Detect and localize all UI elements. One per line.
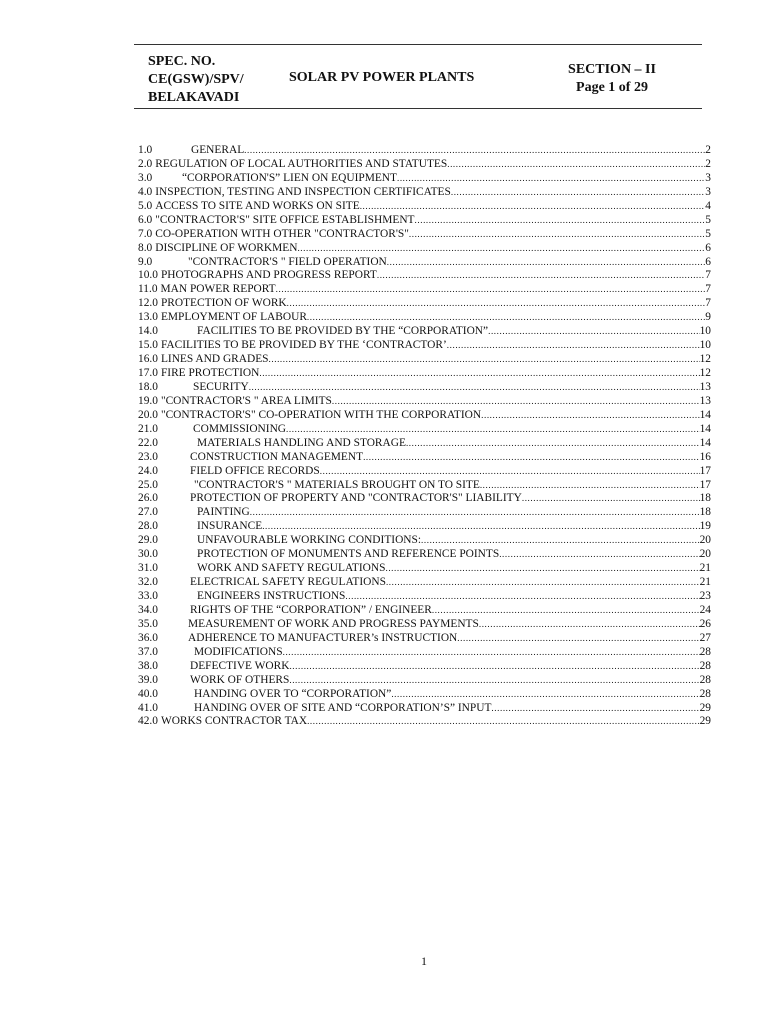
toc-entry-page: 14 bbox=[699, 408, 711, 421]
toc-entry[interactable] bbox=[138, 158, 711, 172]
toc-entry-page: 28 bbox=[699, 673, 711, 686]
toc-entry-title: WORK OF OTHERS bbox=[190, 673, 290, 686]
toc-entry-title: DISCIPLINE OF WORKMEN bbox=[155, 241, 298, 254]
toc-entry-number: 33.0 bbox=[138, 590, 158, 602]
toc-entry-leader bbox=[249, 381, 700, 395]
toc-entry-leader bbox=[522, 492, 700, 506]
toc-entry-number: 29.0 bbox=[138, 534, 158, 547]
toc-entry-page: 7 bbox=[705, 269, 711, 282]
toc-entry-leader bbox=[250, 506, 700, 520]
toc-entry-page: 12 bbox=[699, 353, 711, 366]
toc-entry-page: 27 bbox=[699, 631, 711, 644]
toc-entry-leader bbox=[287, 297, 706, 311]
toc-entry-title: ELECTRICAL SAFETY REGULATIONS bbox=[190, 576, 386, 589]
toc-entry-page: 13 bbox=[699, 394, 711, 407]
toc-entry-number: 22.0 bbox=[138, 436, 158, 449]
toc-entry-title: FIRE PROTECTION bbox=[160, 367, 260, 379]
toc-entry-title: MATERIALS HANDLING AND STORAGE bbox=[197, 436, 406, 449]
toc-entry-title: DEFECTIVE WORK bbox=[190, 659, 290, 672]
toc-entry[interactable] bbox=[138, 534, 711, 548]
toc-entry-number: 19.0 bbox=[138, 394, 158, 407]
toc-entry-page: 20 bbox=[699, 548, 711, 561]
toc-entry-page: 2 bbox=[705, 157, 711, 170]
toc-entry-leader bbox=[360, 200, 706, 214]
toc-entry-page: 3 bbox=[705, 171, 711, 184]
toc-entry-title: “CORPORATION'S” LIEN ON EQUIPMENT bbox=[182, 171, 397, 184]
toc-entry-title: CONSTRUCTION MANAGEMENT bbox=[190, 450, 364, 463]
toc-entry-number: 23.0 bbox=[138, 450, 158, 463]
toc-entry-leader bbox=[320, 465, 700, 479]
toc-entry[interactable] bbox=[138, 604, 711, 618]
toc-entry-page: 19 bbox=[699, 520, 711, 533]
toc-entry[interactable] bbox=[138, 283, 711, 297]
toc-entry[interactable] bbox=[138, 186, 711, 200]
toc-entry-number: 42.0 bbox=[138, 715, 158, 728]
toc-entry-number: 21.0 bbox=[138, 422, 158, 435]
toc-entry[interactable] bbox=[138, 506, 711, 520]
toc-entry-title: HANDING OVER OF SITE AND “CORPORATION’S” INPUT bbox=[194, 701, 492, 714]
header-bottom-rule bbox=[134, 108, 702, 109]
toc-entry-leader bbox=[391, 688, 699, 702]
toc-entry-leader bbox=[447, 339, 700, 353]
toc-entry-number: 37.0 bbox=[138, 645, 158, 658]
toc-entry-page: 18 bbox=[699, 492, 711, 505]
toc-entry-page: 9 bbox=[705, 311, 711, 324]
toc-entry-number: 17.0 bbox=[138, 367, 158, 379]
toc-entry-leader bbox=[397, 172, 705, 186]
toc-entry-page: 24 bbox=[699, 603, 711, 616]
toc-entry[interactable] bbox=[138, 479, 711, 493]
section-label: SECTION – II bbox=[568, 62, 656, 77]
section-info bbox=[560, 61, 664, 97]
toc-entry-leader bbox=[409, 228, 705, 242]
toc-entry[interactable] bbox=[138, 590, 711, 604]
toc-entry-leader bbox=[259, 367, 699, 381]
toc-entry-leader bbox=[345, 590, 699, 604]
table-of-contents bbox=[138, 144, 711, 729]
toc-entry-title: PROTECTION OF WORK bbox=[160, 297, 287, 310]
toc-entry[interactable] bbox=[138, 465, 711, 479]
header-top-rule bbox=[134, 44, 702, 45]
toc-entry[interactable] bbox=[138, 423, 711, 437]
toc-entry-page: 17 bbox=[699, 464, 711, 477]
toc-entry[interactable] bbox=[138, 339, 711, 353]
toc-entry-leader bbox=[499, 548, 699, 562]
toc-entry-page: 26 bbox=[699, 617, 711, 630]
toc-entry-title: FIELD OFFICE RECORDS bbox=[190, 464, 320, 477]
toc-entry-leader bbox=[286, 423, 700, 437]
toc-entry-title: ADHERENCE TO MANUFACTURER’s INSTRUCTION bbox=[188, 631, 458, 644]
toc-entry-title: FACILITIES TO BE PROVIDED BY THE ‘CONTRACTOR’ bbox=[160, 339, 447, 352]
toc-entry-page: 18 bbox=[699, 506, 711, 519]
toc-entry-number: 7.0 bbox=[138, 227, 153, 240]
toc-entry-number: 13.0 bbox=[138, 311, 158, 324]
toc-entry-leader bbox=[307, 311, 705, 325]
toc-entry-title: COMMISSIONING bbox=[193, 422, 287, 435]
toc-entry[interactable] bbox=[138, 409, 711, 423]
toc-entry-title: REGULATION OF LOCAL AUTHORITIES AND STATUTES bbox=[155, 157, 448, 170]
toc-entry-title: SECURITY bbox=[193, 380, 249, 393]
toc-entry-page: 17 bbox=[699, 478, 711, 491]
toc-entry-page: 6 bbox=[705, 241, 711, 254]
toc-entry-number: 27.0 bbox=[138, 506, 158, 519]
toc-entry-number: 31.0 bbox=[138, 562, 158, 575]
toc-entry-page: 7 bbox=[705, 297, 711, 310]
toc-entry[interactable] bbox=[138, 214, 711, 228]
toc-entry-title: "CONTRACTOR'S " MATERIALS BROUGHT ON TO SITE bbox=[194, 478, 480, 491]
toc-entry-page: 28 bbox=[699, 659, 711, 672]
toc-entry-number: 25.0 bbox=[138, 478, 158, 491]
toc-entry-page: 21 bbox=[699, 576, 711, 589]
toc-entry-title: GENERAL bbox=[191, 144, 245, 156]
spec-line: CE(GSW)/SPV/ bbox=[148, 72, 244, 87]
toc-entry-number: 3.0 bbox=[138, 171, 153, 184]
toc-entry[interactable] bbox=[138, 395, 711, 409]
toc-entry-title: HANDING OVER TO “CORPORATION” bbox=[194, 687, 392, 700]
toc-entry[interactable] bbox=[138, 520, 711, 534]
toc-entry-title: LINES AND GRADES bbox=[160, 353, 269, 366]
toc-entry-page: 29 bbox=[699, 701, 711, 714]
toc-entry-number: 2.0 bbox=[138, 157, 153, 170]
toc-entry[interactable] bbox=[138, 576, 711, 590]
toc-entry-leader bbox=[297, 242, 705, 256]
toc-entry-page: 14 bbox=[699, 422, 711, 435]
toc-entry[interactable] bbox=[138, 451, 711, 465]
toc-entry-number: 18.0 bbox=[138, 380, 158, 393]
toc-entry[interactable] bbox=[138, 548, 711, 562]
toc-entry[interactable] bbox=[138, 674, 711, 688]
toc-entry[interactable] bbox=[138, 688, 711, 702]
toc-entry-number: 34.0 bbox=[138, 603, 158, 616]
toc-entry-number: 40.0 bbox=[138, 687, 158, 700]
toc-entry-number: 15.0 bbox=[138, 339, 158, 352]
toc-entry[interactable] bbox=[138, 172, 711, 186]
toc-entry-title: MODIFICATIONS bbox=[194, 645, 283, 658]
toc-entry-title: WORK AND SAFETY REGULATIONS bbox=[197, 562, 386, 575]
toc-entry-page: 28 bbox=[699, 687, 711, 700]
toc-entry-page: 5 bbox=[705, 227, 711, 240]
toc-entry-leader bbox=[387, 256, 706, 270]
toc-entry-page: 10 bbox=[699, 339, 711, 352]
toc-entry-number: 41.0 bbox=[138, 701, 158, 714]
toc-entry-leader bbox=[385, 562, 699, 576]
toc-entry-page: 20 bbox=[699, 534, 711, 547]
toc-entry-number: 28.0 bbox=[138, 520, 158, 533]
toc-entry-page: 2 bbox=[705, 144, 711, 156]
toc-entry-title: INSURANCE bbox=[197, 520, 263, 533]
toc-entry-title: INSPECTION, TESTING AND INSPECTION CERTIFICATES bbox=[155, 185, 451, 198]
toc-entry[interactable] bbox=[138, 297, 711, 311]
toc-entry-number: 39.0 bbox=[138, 673, 158, 686]
toc-entry-leader bbox=[479, 618, 700, 632]
toc-entry-page: 16 bbox=[699, 450, 711, 463]
toc-entry-number: 5.0 bbox=[138, 199, 153, 212]
toc-entry-leader bbox=[377, 269, 705, 283]
toc-entry[interactable] bbox=[138, 367, 711, 381]
toc-entry[interactable] bbox=[138, 381, 711, 395]
toc-entry-number: 8.0 bbox=[138, 241, 153, 254]
toc-entry-title: ENGINEERS INSTRUCTIONS bbox=[197, 590, 346, 602]
toc-entry-leader bbox=[488, 325, 700, 339]
toc-entry-page: 6 bbox=[705, 255, 711, 268]
toc-entry-leader bbox=[276, 283, 706, 297]
toc-entry-title: PROTECTION OF MONUMENTS AND REFERENCE POINTS bbox=[197, 548, 500, 561]
page-count: Page 1 of 29 bbox=[576, 80, 648, 95]
toc-entry-title: "CONTRACTOR'S" SITE OFFICE ESTABLISHMENT bbox=[155, 213, 415, 226]
spec-line: SPEC. NO. bbox=[148, 54, 216, 69]
spec-number bbox=[148, 53, 244, 107]
toc-entry[interactable] bbox=[138, 144, 711, 158]
toc-entry-leader bbox=[332, 395, 700, 409]
toc-entry-leader bbox=[480, 479, 700, 493]
toc-entry-number: 38.0 bbox=[138, 659, 158, 672]
toc-entry-number: 9.0 bbox=[138, 255, 153, 268]
toc-entry-number: 36.0 bbox=[138, 631, 158, 644]
toc-entry[interactable] bbox=[138, 269, 711, 283]
toc-entry-title: FACILITIES TO BE PROVIDED BY THE “CORPORATION” bbox=[197, 325, 489, 338]
toc-entry-number: 11.0 bbox=[138, 283, 158, 296]
toc-entry-leader bbox=[406, 437, 700, 451]
toc-entry-title: "CONTRACTOR'S" CO-OPERATION WITH THE CORPORATION bbox=[160, 408, 482, 421]
toc-entry-leader bbox=[447, 158, 705, 172]
toc-entry-number: 35.0 bbox=[138, 617, 158, 630]
toc-entry-number: 4.0 bbox=[138, 185, 153, 198]
toc-entry-title: PAINTING bbox=[197, 506, 250, 519]
toc-entry-number: 16.0 bbox=[138, 353, 158, 366]
toc-entry[interactable] bbox=[138, 242, 711, 256]
toc-entry-title: UNFAVOURABLE WORKING CONDITIONS: bbox=[197, 534, 422, 547]
toc-entry-number: 12.0 bbox=[138, 297, 158, 310]
toc-entry-title: "CONTRACTOR'S " FIELD OPERATION bbox=[188, 255, 387, 268]
toc-entry-page: 21 bbox=[699, 562, 711, 575]
toc-entry-page: 5 bbox=[705, 213, 711, 226]
toc-entry[interactable] bbox=[138, 200, 711, 214]
toc-entry-number: 26.0 bbox=[138, 492, 158, 505]
toc-entry[interactable] bbox=[138, 562, 711, 576]
toc-entry-title: EMPLOYMENT OF LABOUR bbox=[160, 311, 307, 324]
toc-entry-page: 14 bbox=[699, 436, 711, 449]
toc-entry-title: WORKS CONTRACTOR TAX bbox=[160, 715, 308, 728]
toc-entry-page: 3 bbox=[705, 185, 711, 198]
toc-entry-number: 6.0 bbox=[138, 213, 153, 226]
toc-entry-leader bbox=[363, 451, 700, 465]
spec-line: BELAKAVADI bbox=[148, 90, 240, 105]
toc-entry[interactable] bbox=[138, 311, 711, 325]
toc-entry[interactable] bbox=[138, 702, 711, 716]
toc-entry-leader bbox=[421, 534, 700, 548]
toc-entry[interactable] bbox=[138, 256, 711, 270]
toc-entry-title: MEASUREMENT OF WORK AND PROGRESS PAYMENTS bbox=[188, 617, 479, 630]
toc-entry-title: PHOTOGRAPHS AND PROGRESS REPORT bbox=[160, 269, 377, 282]
toc-entry-number: 14.0 bbox=[138, 325, 158, 338]
toc-entry-leader bbox=[432, 604, 700, 618]
toc-entry-number: 32.0 bbox=[138, 576, 158, 589]
toc-entry-page: 23 bbox=[699, 590, 711, 602]
toc-entry-page: 4 bbox=[705, 199, 711, 212]
toc-entry-leader bbox=[269, 353, 700, 367]
toc-entry[interactable] bbox=[138, 660, 711, 674]
toc-entry-page: 28 bbox=[699, 645, 711, 658]
toc-entry-title: RIGHTS OF THE “CORPORATION” / ENGINEER bbox=[190, 603, 432, 616]
toc-entry[interactable] bbox=[138, 437, 711, 451]
toc-entry[interactable] bbox=[138, 715, 711, 729]
toc-entry[interactable] bbox=[138, 632, 711, 646]
toc-entry[interactable] bbox=[138, 325, 711, 339]
toc-entry[interactable] bbox=[138, 646, 711, 660]
toc-entry-leader bbox=[289, 674, 699, 688]
toc-entry-leader bbox=[386, 576, 700, 590]
toc-entry-leader bbox=[481, 409, 699, 423]
toc-entry[interactable] bbox=[138, 228, 711, 242]
toc-entry-page: 29 bbox=[699, 715, 711, 728]
toc-entry-leader bbox=[491, 702, 699, 716]
toc-entry-title: CO-OPERATION WITH OTHER "CONTRACTOR'S" bbox=[155, 227, 409, 240]
toc-entry-title: "CONTRACTOR'S " AREA LIMITS bbox=[160, 394, 332, 407]
toc-entry[interactable] bbox=[138, 492, 711, 506]
toc-entry[interactable] bbox=[138, 353, 711, 367]
toc-entry-title: PROTECTION OF PROPERTY AND "CONTRACTOR'S" LIABILITY bbox=[190, 492, 522, 505]
page-number: 1 bbox=[421, 954, 427, 968]
toc-entry-leader bbox=[307, 715, 700, 729]
toc-entry-number: 1.0 bbox=[138, 144, 153, 156]
toc-entry-leader bbox=[244, 144, 705, 158]
toc-entry-page: 10 bbox=[699, 325, 711, 338]
toc-entry-leader bbox=[283, 646, 700, 660]
toc-entry-number: 24.0 bbox=[138, 464, 158, 477]
toc-entry-page: 7 bbox=[705, 283, 711, 296]
toc-entry-leader bbox=[262, 520, 699, 534]
toc-entry-number: 10.0 bbox=[138, 269, 158, 282]
toc-entry-leader bbox=[289, 660, 699, 674]
toc-entry[interactable] bbox=[138, 618, 711, 632]
toc-entry-number: 20.0 bbox=[138, 408, 158, 421]
toc-entry-leader bbox=[451, 186, 705, 200]
toc-entry-page: 12 bbox=[699, 367, 711, 379]
toc-entry-page: 13 bbox=[699, 380, 711, 393]
toc-entry-title: MAN POWER REPORT bbox=[160, 283, 276, 296]
toc-entry-leader bbox=[457, 632, 699, 646]
toc-entry-number: 30.0 bbox=[138, 548, 158, 561]
toc-entry-leader bbox=[415, 214, 706, 228]
toc-entry-title: ACCESS TO SITE AND WORKS ON SITE bbox=[155, 199, 360, 212]
document-title: SOLAR PV POWER PLANTS bbox=[289, 70, 475, 85]
